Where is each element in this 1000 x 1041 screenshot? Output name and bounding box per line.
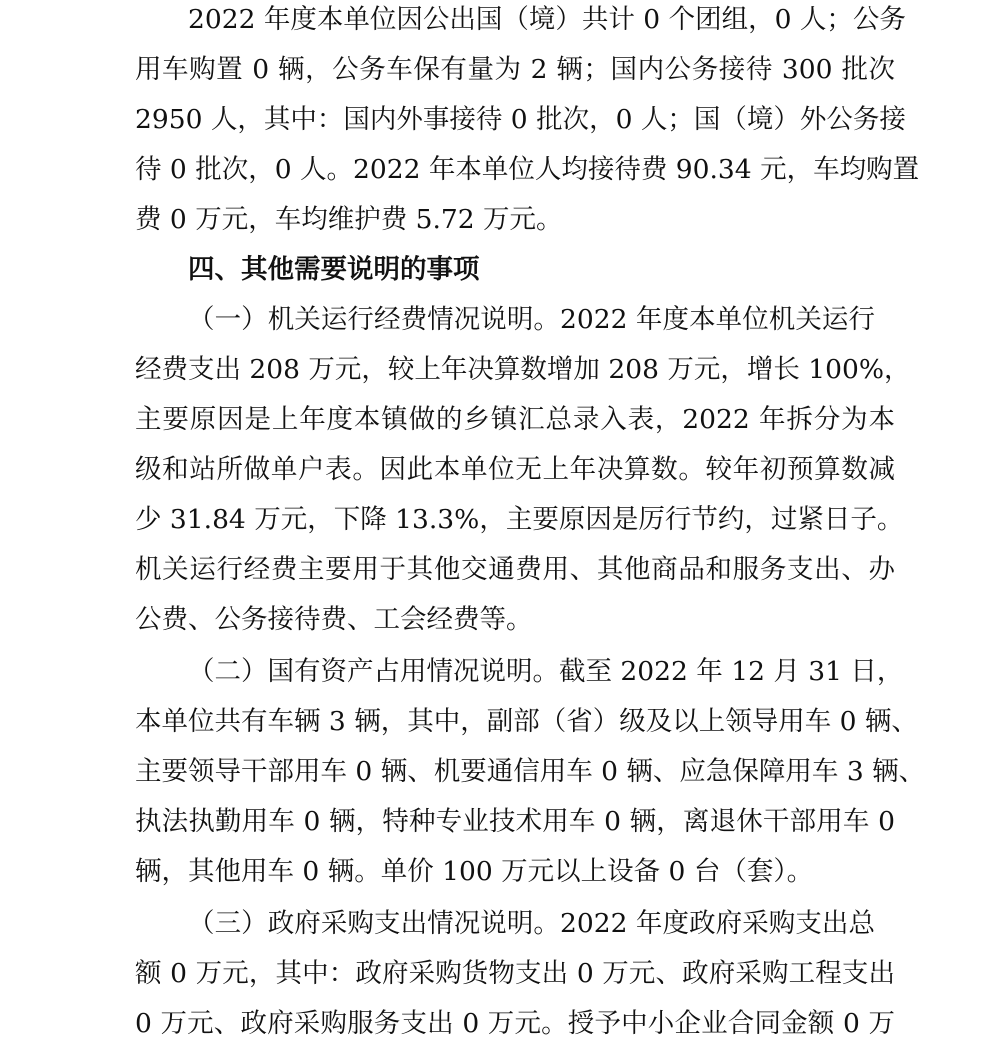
paragraph-3-line-2: 本单位共有车辆 3 辆，其中，副部（省）级及以上领导用车 0 辆、 <box>135 706 918 737</box>
paragraph-3-line-1: （二）国有资产占用情况说明。截至 2022 年 12 月 31 日， <box>188 656 904 687</box>
paragraph-2-line-6: 机关运行经费主要用于其他交通费用、其他商品和服务支出、办 <box>135 554 895 585</box>
paragraph-4-line-3: 0 万元、政府采购服务支出 0 万元。授予中小企业合同金额 0 万 <box>135 1008 895 1039</box>
section-heading: 四、其他需要说明的事项 <box>188 254 480 285</box>
paragraph-1-line-4: 待 0 批次，0 人。2022 年本单位人均接待费 90.34 元，车均购置 <box>135 154 920 185</box>
paragraph-1-line-3: 2950 人，其中：国内外事接待 0 批次，0 人；国（境）外公务接 <box>135 104 906 135</box>
paragraph-2-line-3: 主要原因是上年度本镇做的乡镇汇总录入表，2022 年拆分为本 <box>135 404 895 435</box>
paragraph-2-line-7: 公费、公务接待费、工会经费等。 <box>135 604 533 635</box>
paragraph-1-line-2: 用车购置 0 辆，公务车保有量为 2 辆；国内公务接待 300 批次 <box>135 54 895 85</box>
paragraph-3-line-3: 主要领导干部用车 0 辆、机要通信用车 0 辆、应急保障用车 3 辆、 <box>135 756 926 787</box>
paragraph-2-line-4: 级和站所做单户表。因此本单位无上年决算数。较年初预算数减 <box>135 454 895 485</box>
paragraph-3-line-5: 辆，其他用车 0 辆。单价 100 万元以上设备 0 台（套）。 <box>135 856 814 887</box>
paragraph-2-line-1: （一）机关运行经费情况说明。2022 年度本单位机关运行 <box>188 304 875 335</box>
paragraph-2-line-2: 经费支出 208 万元，较上年决算数增加 208 万元，增长 100%， <box>135 354 911 385</box>
paragraph-4-line-2: 额 0 万元，其中：政府采购货物支出 0 万元、政府采购工程支出 <box>135 958 895 989</box>
paragraph-1-line-1: 2022 年度本单位因公出国（境）共计 0 个团组，0 人；公务 <box>188 4 906 35</box>
paragraph-1-line-5: 费 0 万元，车均维护费 5.72 万元。 <box>135 204 563 235</box>
paragraph-3-line-4: 执法执勤用车 0 辆，特种专业技术用车 0 辆，离退休干部用车 0 <box>135 806 895 837</box>
paragraph-2-line-5: 少 31.84 万元，下降 13.3%，主要原因是厉行节约，过紧日子。 <box>135 504 904 535</box>
paragraph-4-line-1: （三）政府采购支出情况说明。2022 年度政府采购支出总 <box>188 908 875 939</box>
